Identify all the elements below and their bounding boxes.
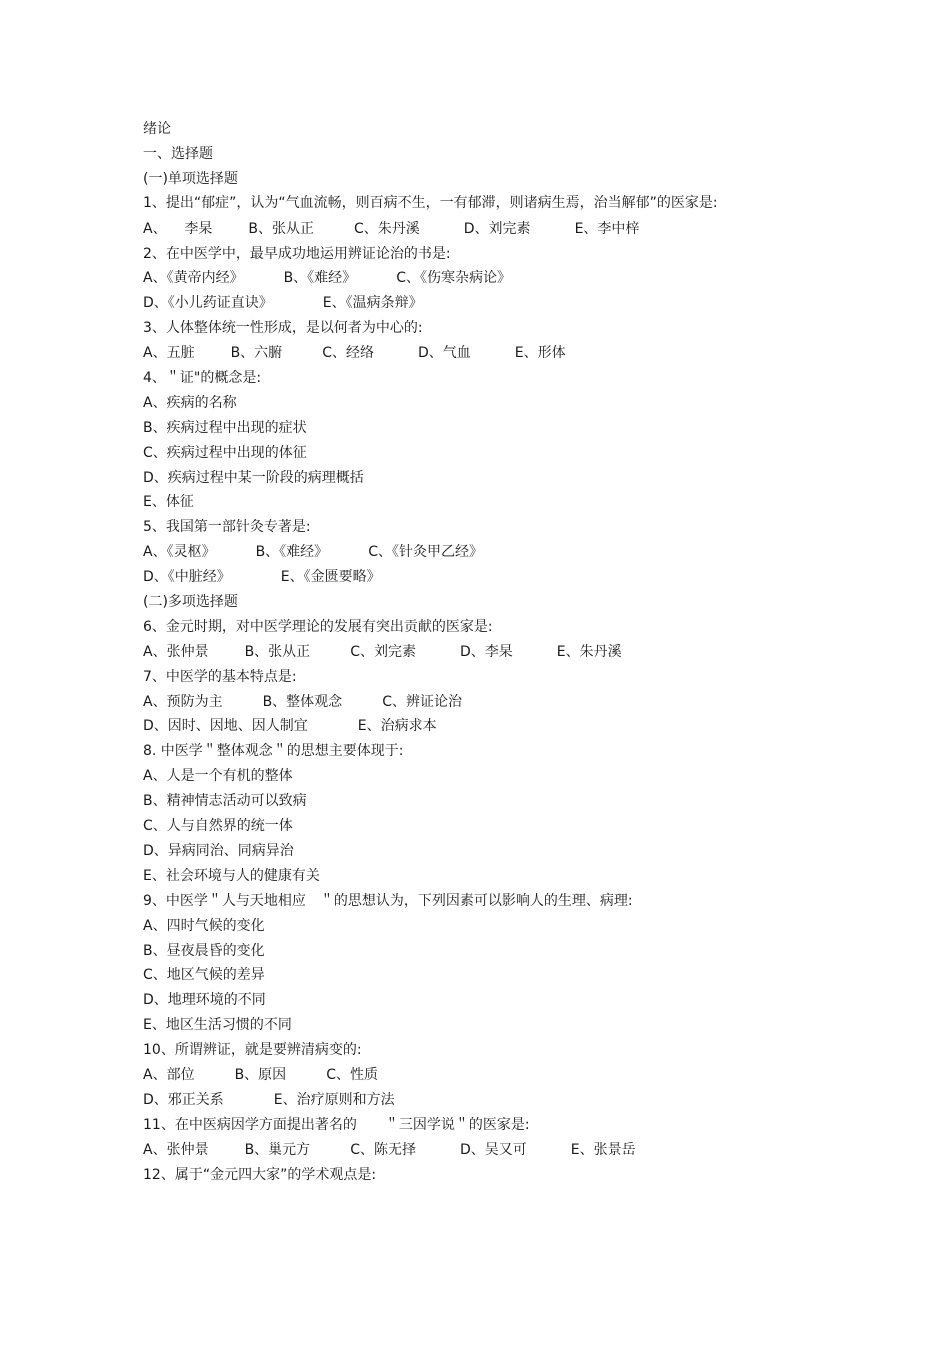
option-row	[143, 1063, 763, 1088]
question	[143, 1038, 763, 1113]
option-row	[143, 988, 763, 1013]
answer-option[interactable]: C、性质	[326, 1066, 378, 1083]
question-stem: 3、人体整体统一性形成，是以何者为中心的:	[143, 320, 423, 337]
option-row	[143, 939, 763, 964]
answer-option[interactable]: B、精神情志活动可以致病	[143, 793, 307, 810]
answer-option[interactable]: C、朱丹溪	[354, 220, 420, 237]
question-group	[143, 590, 763, 1187]
answer-option[interactable]: D、《小儿药证直诀》	[143, 295, 273, 312]
question	[143, 242, 763, 317]
option-row	[143, 565, 763, 590]
answer-option[interactable]: A、四时气候的变化	[143, 917, 265, 934]
option-row	[143, 764, 763, 789]
question-stem: 2、在中医学中，最早成功地运用辨证论治的书是:	[143, 245, 451, 262]
question-stem: 9、中医学＂人与天地相应 ＂的思想认为，下列因素可以影响人的生理、病理:	[143, 892, 633, 909]
answer-option[interactable]: C、经络	[322, 345, 374, 362]
option-row	[143, 864, 763, 889]
answer-option[interactable]: C、人与自然界的统一体	[143, 818, 293, 835]
question	[143, 192, 763, 242]
option-row	[143, 217, 763, 242]
answer-option[interactable]: D、疾病过程中某一阶段的病理概括	[143, 469, 364, 486]
option-row	[143, 441, 763, 466]
answer-option[interactable]: D、吴又可	[459, 1141, 527, 1158]
option-row	[143, 690, 763, 715]
option-row	[143, 391, 763, 416]
group-heading: (二)多项选择题	[143, 594, 238, 611]
option-row	[143, 640, 763, 665]
answer-option[interactable]: B、巢元方	[244, 1141, 311, 1158]
question-stem: 11、在中医病因学方面提出著名的 ＂三因学说＂的医家是:	[143, 1116, 530, 1133]
document-body	[143, 117, 763, 1187]
option-row	[143, 1013, 763, 1038]
question-stem: 12、属于“金元四大家”的学术观点是:	[143, 1166, 377, 1183]
option-row	[143, 266, 763, 291]
option-row	[143, 814, 763, 839]
answer-option[interactable]: A、张仲景	[143, 1141, 209, 1158]
answer-option[interactable]: D、异病同治、同病异治	[143, 842, 294, 859]
answer-option[interactable]: E、朱丹溪	[556, 643, 622, 660]
answer-option[interactable]: D、邪正关系	[143, 1091, 224, 1108]
answer-option[interactable]: A、《黄帝内经》	[143, 270, 244, 287]
question-stem: 6、金元时期，对中医学理论的发展有突出贡献的医家是:	[143, 618, 493, 635]
answer-option[interactable]: A、张仲景	[143, 643, 209, 660]
answer-option[interactable]: C、《伤寒杂病论》	[396, 270, 511, 287]
question-stem: 4、＂证"的概念是:	[143, 370, 262, 387]
answer-option[interactable]: E、李中梓	[574, 220, 640, 237]
option-row	[143, 490, 763, 515]
question	[143, 665, 763, 740]
question-stem: 8. 中医学＂整体观念＂的思想主要体现于:	[143, 743, 404, 760]
answer-option[interactable]: A、《灵枢》	[143, 544, 216, 561]
answer-option[interactable]: C、《针灸甲乙经》	[368, 544, 483, 561]
answer-option[interactable]: D、《中脏经》	[143, 569, 231, 586]
question	[143, 615, 763, 665]
answer-option[interactable]: E、张景岳	[570, 1141, 636, 1158]
answer-option[interactable]: D、气血	[417, 345, 471, 362]
option-row	[143, 291, 763, 316]
option-row	[143, 714, 763, 739]
question	[143, 1113, 763, 1163]
answer-option[interactable]: B、昼夜晨昏的变化	[143, 942, 265, 959]
question	[143, 1163, 763, 1188]
section-heading: 一、选择题	[143, 145, 213, 162]
option-row	[143, 1088, 763, 1113]
answer-option[interactable]: A、预防为主	[143, 693, 223, 710]
answer-option[interactable]: C、陈无择	[350, 1141, 416, 1158]
question	[143, 889, 763, 1038]
answer-option[interactable]: E、《金匮要略》	[280, 569, 381, 586]
answer-option[interactable]: B、《难经》	[255, 544, 329, 561]
answer-option[interactable]: C、刘完素	[350, 643, 416, 660]
question	[143, 316, 763, 366]
question-stem: 7、中医学的基本特点是:	[143, 668, 297, 685]
question-stem: 1、提出“郁症”，认为“气血流畅，则百病不生，一有郁滞，则诸病生焉，治当解郁”的医家是:	[143, 194, 718, 211]
question-stem: 10、所谓辨证，就是要辨清病变的:	[143, 1042, 362, 1059]
answer-option[interactable]: E、体征	[143, 494, 194, 511]
answer-option[interactable]: B、《难经》	[283, 270, 357, 287]
answer-option[interactable]: B、疾病过程中出现的症状	[143, 419, 307, 436]
answer-option[interactable]: B、整体观念	[262, 693, 343, 710]
option-row	[143, 914, 763, 939]
option-row	[143, 789, 763, 814]
answer-option[interactable]: B、张从正	[248, 220, 314, 237]
option-row	[143, 963, 763, 988]
question	[143, 366, 763, 515]
option-row	[143, 839, 763, 864]
answer-option[interactable]: A、 李杲	[143, 220, 213, 237]
answer-option[interactable]: E、地区生活习惯的不同	[143, 1017, 292, 1034]
answer-option[interactable]: D、因时、因地、因人制宜	[143, 718, 308, 735]
answer-option[interactable]: E、社会环境与人的健康有关	[143, 867, 320, 884]
answer-option[interactable]: D、地理环境的不同	[143, 992, 266, 1009]
option-row	[143, 341, 763, 366]
option-row	[143, 540, 763, 565]
question-groups	[143, 167, 763, 1188]
answer-option[interactable]: A、部位	[143, 1066, 195, 1083]
answer-option[interactable]: E、形体	[514, 345, 566, 362]
answer-option[interactable]: A、疾病的名称	[143, 394, 237, 411]
answer-option[interactable]: D、刘完素	[463, 220, 531, 237]
answer-option[interactable]: A、五脏	[143, 345, 195, 362]
answer-option[interactable]: B、原因	[234, 1066, 287, 1083]
question	[143, 739, 763, 888]
answer-option[interactable]: B、张从正	[244, 643, 311, 660]
question	[143, 515, 763, 590]
answer-option[interactable]: E、治疗原则和方法	[273, 1091, 395, 1108]
answer-option[interactable]: C、辨证论治	[382, 693, 462, 710]
option-row	[143, 416, 763, 441]
group-heading: (一)单项选择题	[143, 170, 238, 187]
option-row	[143, 1138, 763, 1163]
answer-option[interactable]: B、六腑	[230, 345, 283, 362]
answer-option[interactable]: C、地区气候的差异	[143, 967, 265, 984]
question-stem: 5、我国第一部针灸专著是:	[143, 519, 311, 536]
answer-option[interactable]: E、治病求本	[357, 718, 437, 735]
option-row	[143, 466, 763, 491]
document-title: 绪论	[143, 121, 171, 137]
answer-option[interactable]: D、李杲	[459, 643, 513, 660]
answer-option[interactable]: E、《温病条辩》	[322, 295, 423, 312]
question-group	[143, 167, 763, 590]
answer-option[interactable]: C、疾病过程中出现的体征	[143, 444, 307, 461]
answer-option[interactable]: A、人是一个有机的整体	[143, 768, 293, 785]
